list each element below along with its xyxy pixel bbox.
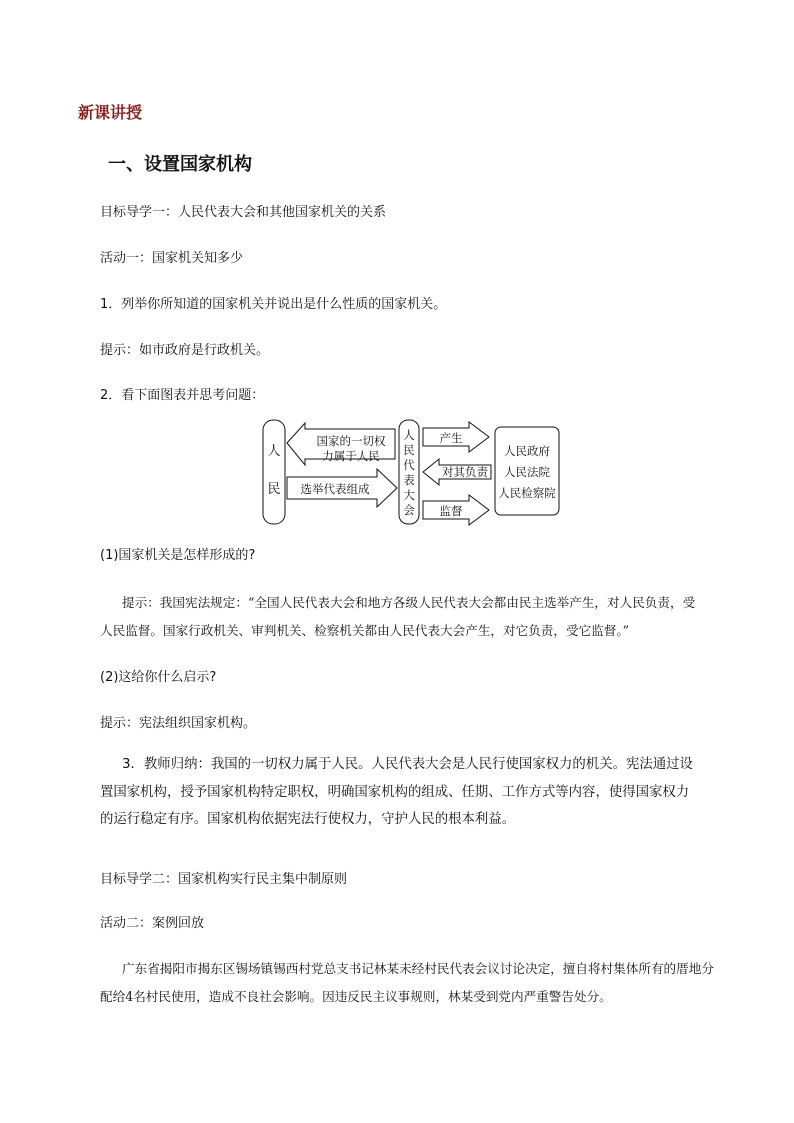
hint-3: 提示：宪法组织国家机构。	[100, 716, 257, 731]
power-arrow-line-2: 力属于人民	[322, 449, 380, 463]
organ-court: 人民法院	[504, 465, 550, 479]
state-organs-diagram	[255, 415, 565, 530]
activity-1: 活动一：国家机关知多少	[100, 251, 244, 266]
section-heading: 新课讲授	[78, 103, 143, 122]
chapter-title: 一、设置国家机构	[108, 154, 252, 175]
elect-arrow-label: 选举代表组成	[300, 482, 370, 496]
supervise-arrow-label: 监督	[439, 504, 463, 518]
sub-question-2: (2)这给你什么启示?	[100, 670, 217, 685]
people-box	[263, 420, 285, 524]
power-arrow-line-1: 国家的一切权	[316, 434, 386, 448]
npc-char: 大	[403, 488, 415, 502]
npc-char: 人	[403, 428, 415, 442]
people-char-2: 民	[267, 482, 281, 497]
responsible-arrow-label: 对其负责	[442, 465, 488, 479]
npc-char: 会	[403, 503, 415, 517]
hint-2: 提示：我国宪法规定：“全国人民代表大会和地方各级人民代表大会都由民主选举产生，对人民负责，受人民监督。国家行政机关、审判机关、检察机关都由人民代表大会产生，对它负责，受它监督。”	[100, 595, 696, 638]
teacher-summary: 3．教师归纳：我国的一切权力属于人民。人民代表大会是人民行使国家权力的机关。宪法通过设置国家机构，授予国家机构特定职权，明确国家机构的组成、任期、工作方式等内容，使得国家权力的运行稳定有序。国家机构依据宪法行使权力，守护人民的根本利益。	[100, 757, 693, 827]
case-text: 广东省揭阳市揭东区锡场镇锡西村党总支书记林某未经村民代表会议讨论决定，擅自将村集体所有的厝地分配给4名村民使用，造成不良社会影响。因违反民主议事规则，林某受到党内严重警告处分。	[100, 961, 714, 1004]
question-1: 1．列举你所知道的国家机关并说出是什么性质的国家机关。	[100, 297, 447, 312]
hint-1: 提示：如市政府是行政机关。	[100, 343, 270, 358]
npc-char: 代	[403, 458, 415, 472]
produce-arrow-label: 产生	[439, 431, 463, 445]
activity-2: 活动二：案例回放	[100, 916, 205, 931]
npc-char: 表	[403, 473, 415, 487]
organ-government: 人民政府	[504, 444, 550, 458]
npc-char: 民	[403, 443, 415, 457]
people-char-1: 人	[267, 444, 281, 459]
goal-2: 目标导学二：国家机构实行民主集中制原则	[100, 872, 348, 887]
organ-procuratorate: 人民检察院	[498, 486, 556, 500]
sub-question-1: (1)国家机关是怎样形成的?	[100, 548, 256, 563]
question-2: 2．看下面图表并思考问题：	[100, 388, 265, 403]
goal-1: 目标导学一：人民代表大会和其他国家机关的关系	[100, 205, 387, 220]
